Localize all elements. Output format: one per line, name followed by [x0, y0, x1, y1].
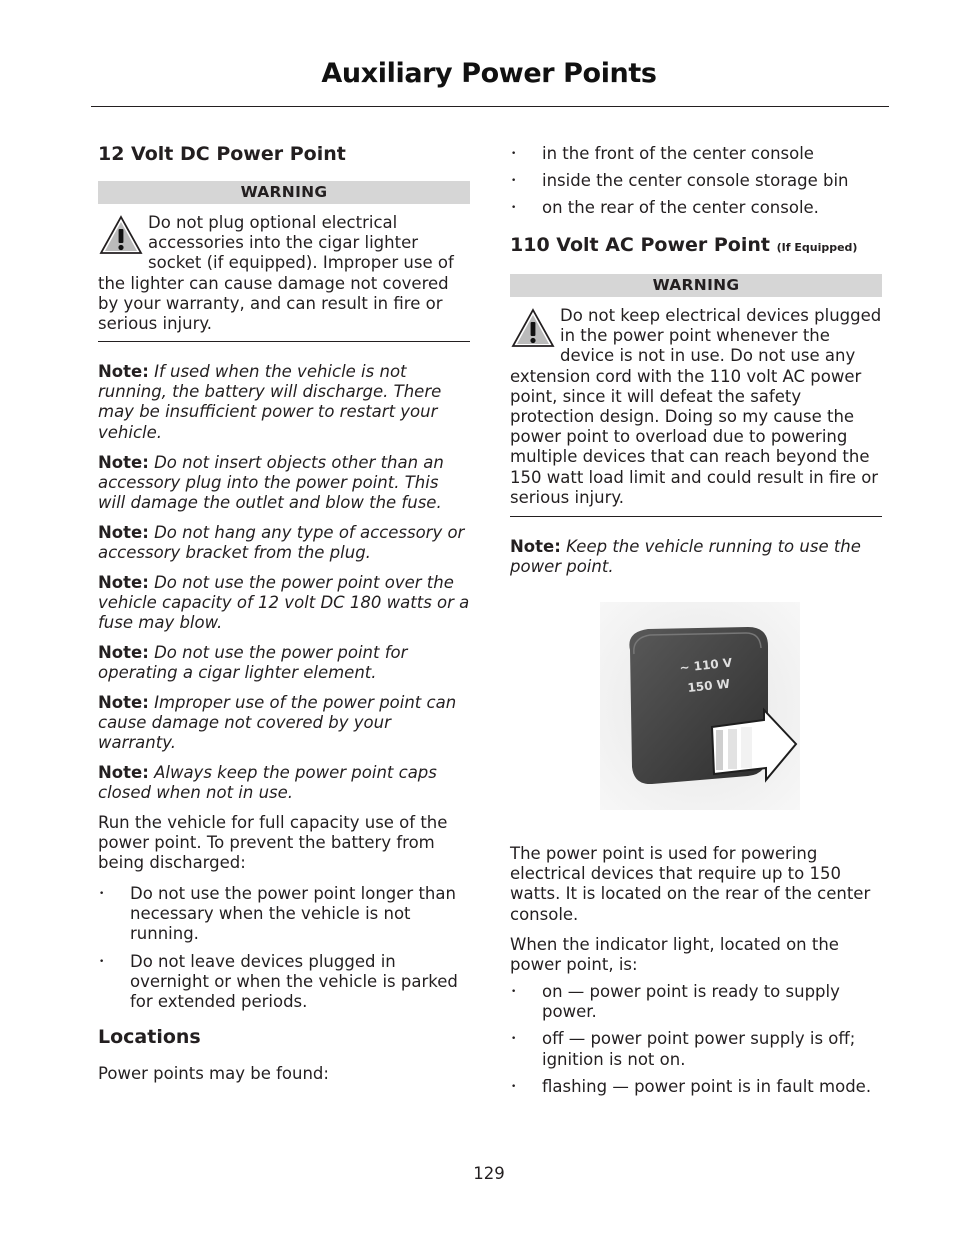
- warning-body-12v: [98, 213, 470, 334]
- warning-body-110v: [510, 306, 884, 508]
- list-item: • flashing — power point is in fault mode.: [510, 1077, 884, 1097]
- list-item: • on — power point is ready to supply power.: [510, 982, 884, 1022]
- note-1: Note: If used when the vehicle is not running, the battery will discharge. There may be insufficient power to restart your vehicle.: [98, 362, 442, 442]
- section-110v-heading: 110 Volt AC Power Point (If Equipped): [510, 234, 858, 256]
- warning-rule-12v: [98, 341, 470, 342]
- note-110v: Note: Keep the vehicle running to use the power point.: [510, 537, 861, 577]
- section-12v-heading: 12 Volt DC Power Point: [98, 143, 346, 165]
- locations-paragraph: Power points may be found:: [98, 1064, 329, 1083]
- list-item: • Do not leave devices plugged in overnight or when the vehicle is parked for extended periods.: [98, 952, 472, 1013]
- list-item: • Do not use the power point longer than necessary when the vehicle is not running.: [98, 884, 472, 945]
- indicator-bullets: [510, 982, 884, 1097]
- warning-rule-110v: [510, 516, 882, 517]
- warning-triangle-icon: [98, 213, 144, 257]
- note-3: Note: Do not hang any type of accessory or accessory bracket from the plug.: [98, 523, 465, 563]
- indicator-paragraph: When the indicator light, located on the power point, is:: [510, 935, 839, 975]
- warning-text-12v: Do not plug optional electrical accessories into the cigar lighter socket (if equipped). Improper use of the lighter can cause damage not covered by your warranty, and can result in fire or serious injury.: [98, 213, 454, 334]
- power-point-illustration: [600, 602, 800, 810]
- page-title: Auxiliary Power Points: [321, 58, 657, 89]
- wattage-label: 150 W: [686, 676, 731, 695]
- run-vehicle-paragraph: Run the vehicle for full capacity use of the power point. To prevent the battery from being discharged:: [98, 813, 448, 873]
- voltage-label: ~ 110 V: [678, 655, 733, 675]
- if-equipped-label: (If Equipped): [776, 241, 858, 254]
- locations-heading: Locations: [98, 1026, 201, 1048]
- title-divider: [91, 106, 889, 107]
- note-4: Note: Do not use the power point over the vehicle capacity of 12 volt DC 180 watts or a fuse may blow.: [98, 573, 470, 633]
- warning-text-110v: Do not keep electrical devices plugged in the power point whenever the device is not in use. Do not use any extension cord with the 110 volt AC power point, since it will defeat the safety protection design. Doing so my cause the power point to overload due to powering multiple devices that can reach beyond the 150 watt load limit and could result in fire or serious injury.: [510, 306, 882, 507]
- list-item: • in the front of the center console: [510, 144, 884, 164]
- warning-bar-12v: WARNING: [98, 181, 470, 204]
- run-bullets: [98, 884, 472, 1012]
- note-5: Note: Do not use the power point for operating a cigar lighter element.: [98, 643, 408, 683]
- list-item: • on the rear of the center console.: [510, 198, 884, 218]
- power-point-description: The power point is used for powering electrical devices that require up to 150 watts. It is located on the rear of the center console.: [510, 844, 871, 924]
- location-bullets: [510, 144, 884, 219]
- power-point-figure: [600, 602, 800, 810]
- note-7: Note: Always keep the power point caps closed when not in use.: [98, 763, 437, 803]
- note-2: Note: Do not insert objects other than an accessory plug into the power point. This will damage the outlet and blow the fuse.: [98, 453, 444, 513]
- warning-bar-110v: WARNING: [510, 274, 882, 297]
- note-6: Note: Improper use of the power point can cause damage not covered by your warranty.: [98, 693, 457, 753]
- warning-triangle-icon: [510, 306, 556, 350]
- list-item: • inside the center console storage bin: [510, 171, 884, 191]
- list-item: • off — power point power supply is off; ignition is not on.: [510, 1029, 884, 1069]
- page-number: 129: [473, 1164, 505, 1183]
